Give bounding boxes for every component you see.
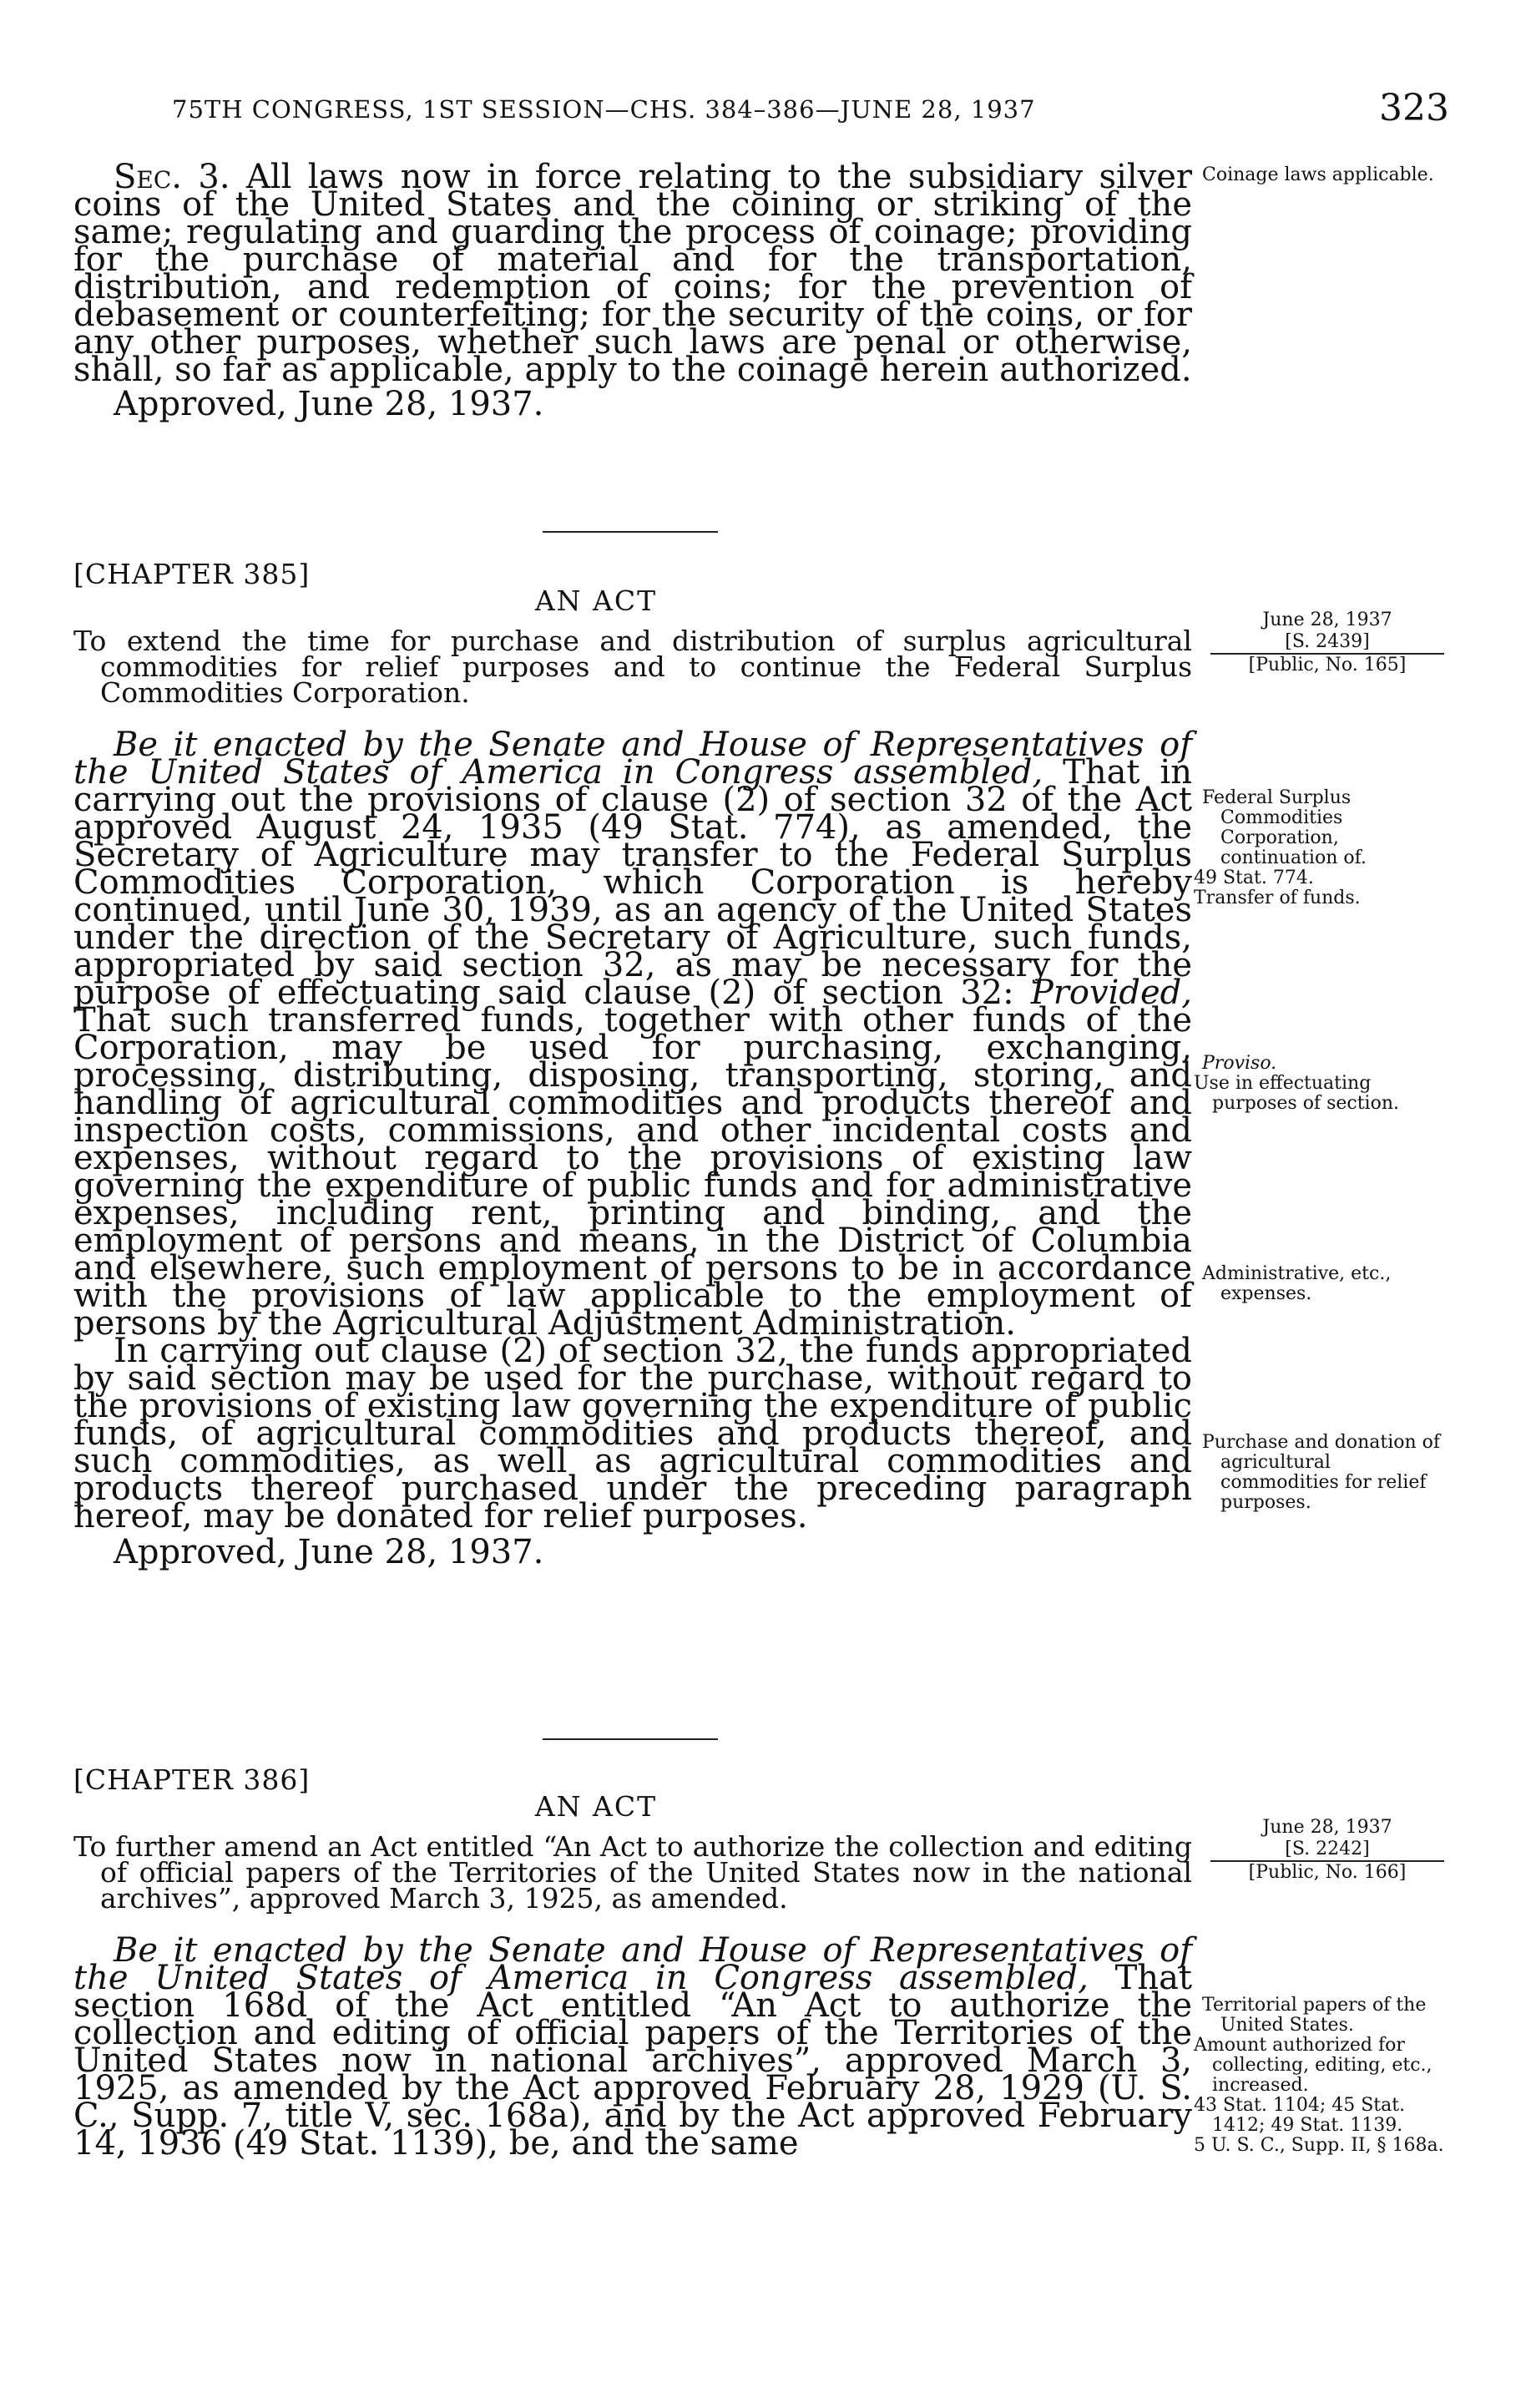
divider-rule xyxy=(543,1738,718,1740)
public-law-number: [Public, No. 165] xyxy=(1248,655,1407,675)
running-header xyxy=(172,87,1449,137)
enactment-date: June 28, 1937 xyxy=(1262,1817,1392,1838)
chapter-385-reference xyxy=(1202,610,1453,676)
chapter-386-body xyxy=(73,1931,1192,2163)
enactment-date: June 28, 1937 xyxy=(1262,610,1392,630)
section-label: Sec. 3. xyxy=(114,158,230,196)
chapter-386-act-heading: AN ACT xyxy=(534,1790,658,1823)
chapter-385-label: [CHAPTER 385] xyxy=(73,558,311,590)
chapter-385-title: To extend the time for purchase and distribution of surplus agricultural commodities for relief purposes and to continue the Federal Surplus Commodities Corporation. xyxy=(73,625,1192,709)
section-3-paragraph xyxy=(73,158,1193,389)
margin-note-purchase-donation: Purchase and donation of agricultural commodities for relief purposes. xyxy=(1202,1432,1441,1513)
margin-note-federal-surplus: Federal Surplus Commodities Corporation, continuation of. 49 Stat. 774. Transfer of funds. xyxy=(1194,787,1367,908)
chapter-385-paragraph-2: In carrying out clause (2) of section 32, the funds appropriated by said section may be used for the purchase, without regard to the provisions of existing law governing the expenditure of public funds, of agricultural commodities and products thereof, and such commodities, as well as agricultural commodities and products thereof purchased under the preceding paragraph hereof, may be donated for relief purposes. xyxy=(73,1332,1192,1535)
bill-number: [S. 2242] xyxy=(1210,1839,1444,1862)
chapter-385-act-heading: AN ACT xyxy=(534,584,658,617)
proviso-word: Provided, xyxy=(1030,974,1192,1012)
chapter-386-reference xyxy=(1202,1817,1453,1884)
margin-note-proviso: Proviso. Use in effectuating purposes of section. xyxy=(1194,1053,1399,1114)
chapter-386-paragraph-1: Be it enacted by the Senate and House of Representatives of the United States of America in Congress assembled, That section 168d of the Act entitled “An Act to authorize the collection and editing of official papers of the Territories of the United States now in national archives”, approved March 3, 1925, as amended by the Act approved February 28, 1929 (U. S. C., Supp. 7, title V, sec. 168a), and by the Act approved February 14, 1936 (49 Stat. 1139), be, and the same xyxy=(73,1931,1192,2163)
divider-rule xyxy=(543,531,718,533)
margin-note-coinage: Coinage laws applicable. xyxy=(1202,164,1434,185)
public-law-number: [Public, No. 166] xyxy=(1248,1862,1407,1883)
chapter-386-title: To further amend an Act entitled “An Act to authorize the collection and editing of official papers of the Territories of the United States now in the national archives”, approved March 3, 1925, as amended. xyxy=(73,1830,1192,1915)
page-number: 323 xyxy=(1379,87,1449,129)
approved-line-ch385: Approved, June 28, 1937. xyxy=(114,1533,544,1571)
chapter-385-body xyxy=(73,726,1192,1571)
running-head-title: 75TH CONGRESS, 1ST SESSION—CHS. 384–386—JUNE 28, 1937 xyxy=(172,95,1036,124)
margin-note-territorial-papers: Territorial papers of the United States. Amount authorized for collecting, editing, etc., increased. 43 Stat. 1104; 45 Stat. 1412; 49 Stat. 1139. 5 U. S. C., Supp. II, § 168a. xyxy=(1194,1995,1444,2156)
bill-number: [S. 2439] xyxy=(1210,631,1444,655)
chapter-385-paragraph-1: Be it enacted by the Senate and House of Representatives of the United States of America in Congress assembled, That in carrying out the provisions of clause (2) of section 32 of the Act approved August 24, 1935 (49 Stat. 774), as amended, the Secretary of Agriculture may transfer to the Federal Surplus Commodities Corporation, which Corporation is hereby continued, until June 30, 1939, as an agency of the United States under the direction of the Secretary of Agriculture, such funds, appropriated by said section 32, as may be necessary for the purpose of effectuating said clause (2) of section 32: Provided, That such transferred funds, together with other funds of the Corporation, may be used for purchasing, exchanging, processing, distributing, disposing, transporting, storing, and handling of agricultural commodities and products thereof and inspection costs, commissions, and other incidental costs and expenses, without regard to the provisions of existing law governing the expenditure of public funds and for administrative expenses, including rent, printing and binding, and the employment of persons and means, in the District of Columbia and elsewhere, such employment of persons to be in accordance with the provisions of law applicable to the employment of persons by the Agricultural Adjustment Administration. xyxy=(73,726,1192,1343)
approved-line-sec3: Approved, June 28, 1937. xyxy=(114,385,544,423)
chapter-386-label: [CHAPTER 386] xyxy=(73,1763,311,1796)
margin-note-administrative: Administrative, etc., expenses. xyxy=(1202,1263,1392,1304)
enacting-clause: Be it enacted by the Senate and House of Representatives of the United States of America in Congress assembled, xyxy=(73,726,1192,792)
enacting-clause: Be it enacted by the Senate and House of Representatives of the United States of America in Congress assembled, xyxy=(73,1931,1192,1997)
section-3 xyxy=(73,158,1193,423)
section-3-text: All laws now in force relating to the subsidiary silver coins of the United States and the coining or striking of the same; regulating and guarding the process of coinage; providing for the purchase of material and for the transportation, distribution, and redemption of coins; for the prevention of debasement or counterfeiting; for the security of the coins, or for any other purposes, whether such laws are penal or otherwise, shall, so far as applicable, apply to the coinage herein authorized. xyxy=(73,158,1193,389)
